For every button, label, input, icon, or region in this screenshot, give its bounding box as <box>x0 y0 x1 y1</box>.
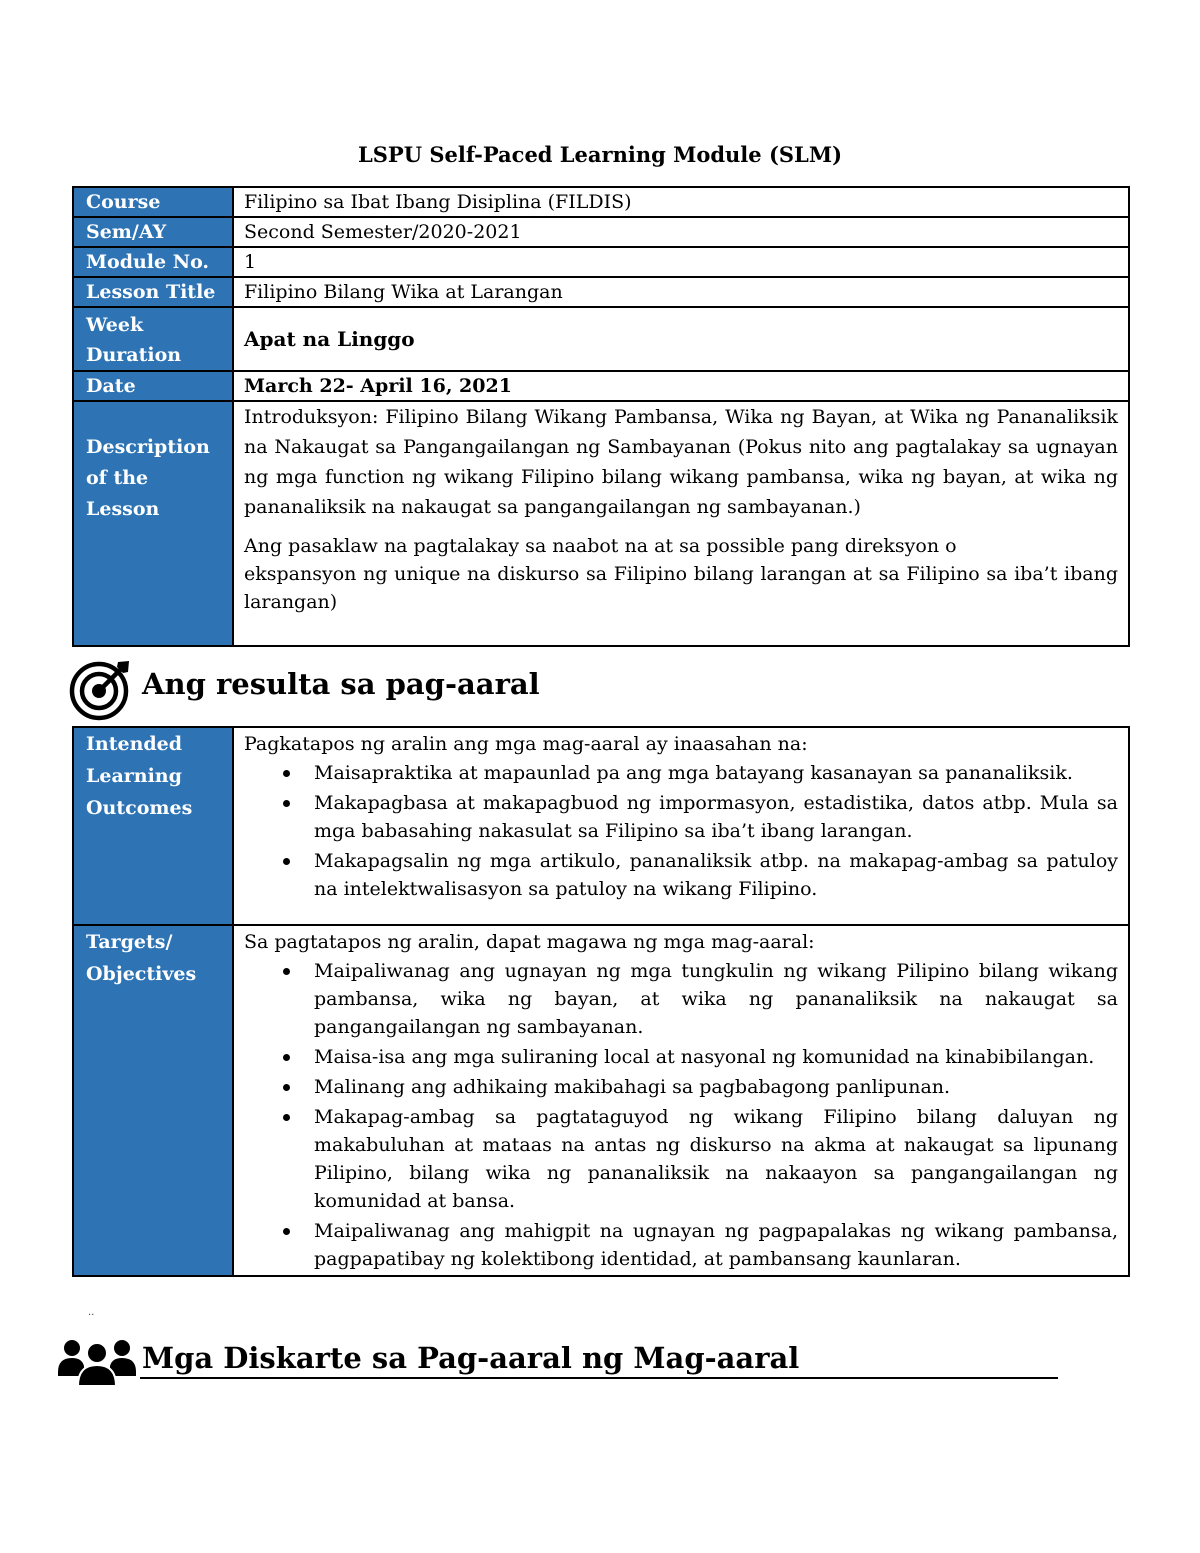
table-row <box>73 371 1129 401</box>
lesson-title-value: Filipino Bilang Wika at Larangan <box>233 277 1129 307</box>
ilo-label <box>73 727 233 925</box>
table-row <box>73 727 1129 925</box>
description-paragraph-2-rest: ekspansyon ng unique na diskurso sa Filipino bilang larangan at sa Filipino sa iba’t ibang larangan) <box>244 563 1118 613</box>
description-value <box>233 401 1129 646</box>
date-value: March 22- April 16, 2021 <box>233 371 1129 401</box>
list-item: Maisapraktika at mapaunlad pa ang mga batayang kasanayan sa pananaliksik. <box>314 759 1118 787</box>
course-label: Course <box>73 187 233 217</box>
ilo-label-line3: Outcomes <box>86 797 193 819</box>
heading-underline <box>140 1377 1058 1379</box>
module-info-table <box>72 186 1130 647</box>
results-heading: Ang resulta sa pag-aaral <box>142 667 540 701</box>
table-row <box>73 401 1129 646</box>
list-item: Malinang ang adhikaing makibahagi sa pagbabagong panlipunan. <box>314 1073 1118 1101</box>
ilo-label-line1: Intended <box>86 733 183 755</box>
objectives-list <box>244 957 1118 1273</box>
description-label-line2: of the <box>86 467 149 489</box>
description-label <box>73 401 233 646</box>
ilo-label-line2: Learning <box>86 765 182 787</box>
ilo-intro: Pagkatapos ng aralin ang mga mag-aaral ay inaasahan na: <box>244 733 808 755</box>
target-icon <box>68 656 134 722</box>
objectives-label-line2: Objectives <box>86 963 197 985</box>
ilo-list <box>244 759 1118 903</box>
week-duration-label-line2: Duration <box>86 344 182 366</box>
week-duration-label-line1: Week <box>86 314 144 336</box>
objectives-label <box>73 925 233 1276</box>
week-duration-label <box>73 307 233 371</box>
description-label-line1: Description <box>86 436 210 458</box>
module-no-label: Module No. <box>73 247 233 277</box>
table-row <box>73 925 1129 1276</box>
lesson-title-label: Lesson Title <box>73 277 233 307</box>
list-item: Maipaliwanag ang mahigpit na ugnayan ng pagpapalakas ng wikang pambansa, pagpapatibay ng kolektibong identidad, at pambansang kaunlaran. <box>314 1217 1118 1273</box>
section-marker: .. <box>88 1307 95 1318</box>
module-no-value: 1 <box>233 247 1129 277</box>
objectives-intro: Sa pagtatapos ng aralin, dapat magawa ng mga mag-aaral: <box>244 931 815 953</box>
group-icon <box>58 1336 136 1388</box>
description-label-line3: Lesson <box>86 498 160 520</box>
list-item: Makapagbasa at makapagbuod ng impormasyon, estadistika, datos atbp. Mula sa mga babasahing nakasulat sa Filipino sa iba’t ibang larangan. <box>314 789 1118 845</box>
date-label: Date <box>73 371 233 401</box>
table-row <box>73 217 1129 247</box>
description-paragraph-1: Introduksyon: Filipino Bilang Wikang Pambansa, Wika ng Bayan, at Wika ng Pananaliksik na Nakaugat sa Pangangailangan ng Sambayanan (Pokus nito ang pagtalakay sa ugnayan ng mga function ng wikang Filipino bilang wikang pambansa, wika ng bayan, at wika ng pananaliksik na nakaugat sa pangangailangan ng sambayanan.) <box>244 406 1118 518</box>
table-row <box>73 187 1129 217</box>
table-row <box>73 307 1129 371</box>
outcomes-table <box>72 726 1130 1277</box>
course-value: Filipino sa Ibat Ibang Disiplina (FILDIS) <box>233 187 1129 217</box>
description-paragraph-2-line1: Ang pasaklaw na pagtalakay sa naabot na at sa possible pang direksyon o <box>244 535 957 557</box>
strategies-heading: Mga Diskarte sa Pag-aaral ng Mag-aaral <box>142 1341 800 1375</box>
ilo-content <box>233 727 1129 925</box>
page-title: LSPU Self-Paced Learning Module (SLM) <box>357 142 843 167</box>
sem-ay-value: Second Semester/2020-2021 <box>233 217 1129 247</box>
list-item: Maipaliwanag ang ugnayan ng mga tungkulin ng wikang Pilipino bilang wikang pambansa, wika ng bayan, at wika ng pananaliksik na nakaugat sa pangangailangan ng sambayanan. <box>314 957 1118 1041</box>
list-item: Maisa-isa ang mga suliraning local at nasyonal ng komunidad na kinabibilangan. <box>314 1043 1118 1071</box>
list-item: Makapagsalin ng mga artikulo, pananaliksik atbp. na makapag-ambag sa patuloy na intelektwalisasyon sa patuloy na wikang Filipino. <box>314 847 1118 903</box>
list-item: Makapag-ambag sa pagtataguyod ng wikang Filipino bilang daluyan ng makabuluhan at mataas na antas ng diskurso na akma at nakaugat sa lipunang Pilipino, bilang wika ng pananaliksik na nakaayon sa pangangailangan ng komunidad at bansa. <box>314 1103 1118 1215</box>
objectives-content <box>233 925 1129 1276</box>
objectives-label-line1: Targets/ <box>86 931 173 953</box>
sem-ay-label: Sem/AY <box>73 217 233 247</box>
week-duration-value: Apat na Linggo <box>233 307 1129 371</box>
table-row <box>73 277 1129 307</box>
table-row <box>73 247 1129 277</box>
